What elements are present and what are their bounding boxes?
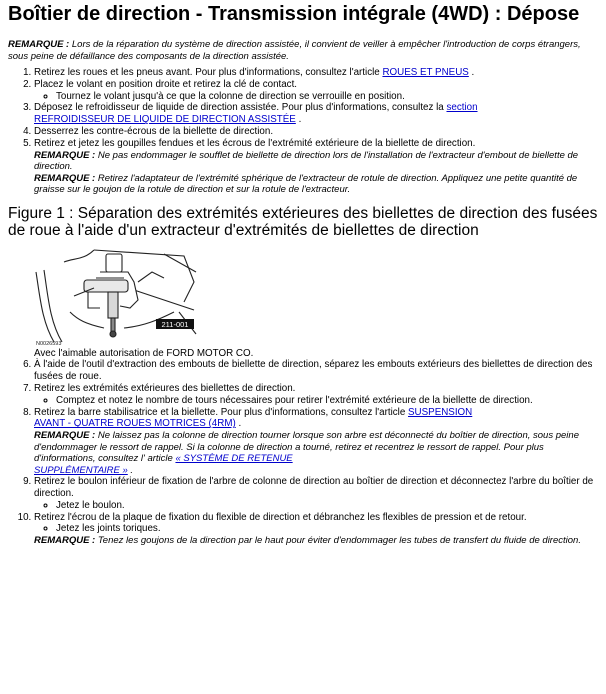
link-suspension[interactable]: SUSPENSION [408,406,473,418]
link-section[interactable]: section [446,102,478,114]
step-7 [34,383,598,407]
note-label: REMARQUE : [8,39,70,50]
step-10-text: Retirez l'écrou de la plaque de fixation du flexible de direction et débranchez les flexibles de pression et de retour. [34,511,527,523]
link-supplementaire[interactable]: SUPPLÉMENTAIRE » [34,464,128,476]
step-6: 6. À l'aide de l'outil d'extraction des embouts de biellette de direction, séparez les embouts extérieurs des biellettes de direction des fusées de roue. [34,359,598,383]
step-8-post: . [235,418,242,430]
step-5-text: Retirez et jetez les goupilles fendues et les écrous de l'extrémité extérieure de la biellette de direction. [34,137,476,149]
tie-rod-extractor-illustration [34,242,199,348]
step-7-sublist [34,395,598,407]
step-2 [34,79,598,103]
step-10-sublist [34,523,598,535]
step-5-note-2 [34,173,598,196]
intro-note [8,39,598,62]
figure-code-right: 211-001 [161,319,189,329]
step-3-post: . [295,114,302,126]
step-9-subitem: ◦ Jetez le boulon. [56,500,598,512]
step-1-post: . [468,67,475,78]
link-avant-4rm[interactable]: AVANT - QUATRE ROUES MOTRICES (4RM) [34,418,236,430]
figure-image [34,242,199,348]
page-title: Boîtier de direction - Transmission intégrale (4WD) : Dépose [8,3,580,25]
step-5-note-1 [34,150,598,173]
step-1 [34,67,598,79]
note-text: Ne pas endommager le soufflet de biellette de direction lors de l'installation de l'extracteur d'embout de biellette de direction. [34,149,579,173]
step-3 [34,102,598,126]
note-label: REMARQUE : [34,535,96,547]
link-systeme-retenue[interactable]: « SYSTÈME DE RETENUE [175,453,293,465]
step-3-text: Déposez le refroidisseur de liquide de direction assistée. Pour plus d'informations, consultez la [34,102,447,114]
note-label: REMARQUE : [34,149,96,161]
steps-list [8,67,598,547]
figure-title: Figure 1 : Séparation des extrémités extérieures des biellettes de direction des fusées de roue à l'aide d'un extracteur d'extrémités de biellettes de direction [8,204,598,240]
step-10 [34,512,598,547]
link-roues-et-pneus[interactable]: ROUES ET PNEUS [382,67,469,78]
step-2-sublist [34,91,598,103]
note-text: Retirez l'adaptateur de l'extrémité sphérique de l'extracteur de rotule de direction. Appliquez une petite quantité de graisse sur le goujon de la rotule de direction et sur la rotule de l'extracteur. [34,172,578,196]
step-1-text: Retirez les roues et les pneus avant. Pour plus d'informations, consultez l'article [34,67,383,78]
link-refroidisseur[interactable]: REFROIDISSEUR DE LIQUIDE DE DIRECTION ASSISTÉE [34,114,296,126]
note-label: REMARQUE : [34,172,96,184]
step-7-subitem: ◦ Comptez et notez le nombre de tours nécessaires pour retirer l'extrémité extérieure de la biellette de direction. [56,395,598,407]
figure-code-left: N0026593 [36,340,62,347]
note-text: Tenez les goujons de la direction par le haut pour éviter d'endommager les tubes de transfert du fluide de direction. [95,535,581,547]
step-10-note [34,535,598,547]
step-5 [8,137,598,360]
note-label: REMARQUE : [34,430,96,442]
figure-credit: Avec l'aimable autorisation de FORD MOTOR CO. [34,347,254,359]
step-9-sublist [34,500,598,512]
step-8-text: Retirez la barre stabilisatrice et la biellette. Pour plus d'informations, consultez l'article [34,406,409,418]
step-10-subitem: ◦ Jetez les joints toriques. [56,523,598,535]
step-2-text: Placez le volant en position droite et retirez la clé de contact. [34,78,298,90]
step-9 [34,476,598,511]
step-7-text: Retirez les extrémités extérieures des biellettes de direction. [34,382,296,394]
note-text: Ne laissez pas la colonne de direction tourner lorsque son arbre est déconnecté du boîtier de direction, sous peine d'endommager le ressort de rappel. Si la colonne de direction a tourné, retirez et recentrez le ressort de rappel. Pour plus d'informations, consultez l' article [34,430,579,465]
step-8-note [34,430,598,476]
step-4: 4. Desserrez les contre-écrous de la biellette de direction. [34,126,598,138]
step-9-text: Retirez le boulon inférieur de fixation de l'arbre de colonne de direction au boîtier de direction et déconnectez l'arbre du boîtier de direction. [34,476,594,499]
step-2-subitem: ◦ Tournez le volant jusqu'à ce que la colonne de direction se verrouille en position. [56,91,598,103]
step-8 [34,407,598,477]
note-text: Lors de la réparation du système de direction assistée, il convient de veiller à empêcher l'introduction de corps étrangers, sous peine de défaillance des composants de la direction assistée. [8,39,581,62]
note-post: . [127,464,134,476]
